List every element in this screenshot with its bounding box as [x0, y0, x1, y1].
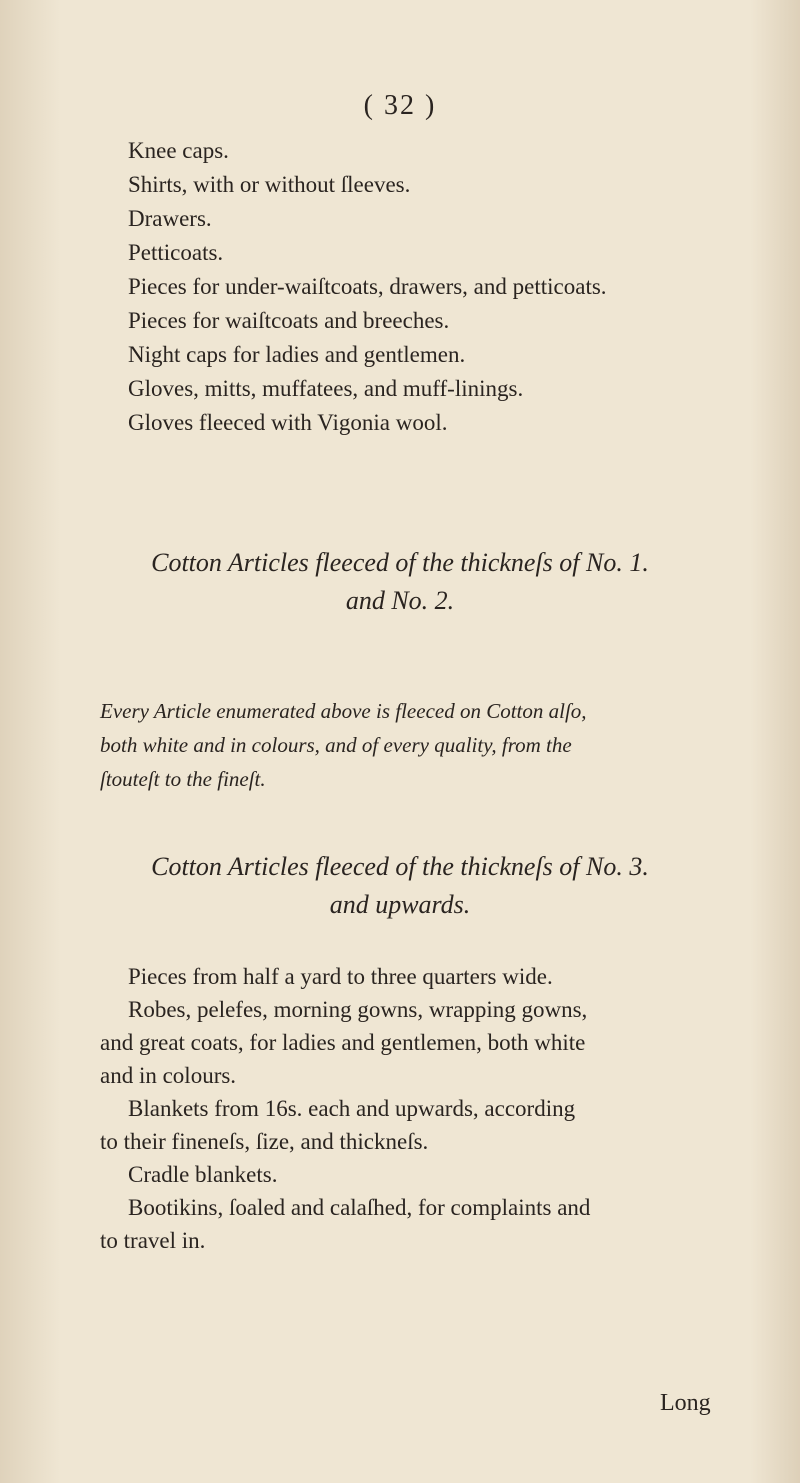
note-line: Every Article enumerated above is fleeced on Cotton alſo,	[100, 699, 587, 723]
section-heading-1-line2: and No. 2.	[345, 586, 455, 615]
page-number: ( 32 )	[363, 90, 437, 121]
list-item: Gloves fleeced with Vigonia wool.	[128, 410, 448, 435]
note-line: both white and in colours, and of every quality, from the	[100, 733, 572, 757]
list-item: Shirts, with or without ſleeves.	[128, 172, 411, 197]
body-line: Blankets from 16s. each and upwards, according	[128, 1096, 576, 1121]
section-heading-1-line1: Cotton Articles fleeced of the thickneſs of No. 1.	[151, 548, 649, 577]
section-heading-1	[0, 544, 800, 620]
body-line: and in colours.	[100, 1063, 237, 1088]
section-heading-2	[0, 848, 800, 924]
body-line: Cradle blankets.	[128, 1162, 278, 1187]
italic-note	[100, 694, 740, 796]
list-item: Gloves, mitts, muffatees, and muff-linings.	[128, 376, 524, 401]
list-item: Pieces for under-waiſtcoats, drawers, and petticoats.	[128, 274, 607, 299]
body-line: and great coats, for ladies and gentlemen, both white	[100, 1030, 586, 1055]
body-line: Pieces from half a yard to three quarters wide.	[128, 964, 553, 989]
body-line: to their fineneſs, ſize, and thickneſs.	[100, 1129, 429, 1154]
item-list	[128, 134, 748, 440]
body-line: Robes, pelefes, morning gowns, wrapping gowns,	[128, 997, 588, 1022]
note-line: ſtouteſt to the fineſt.	[100, 767, 266, 791]
list-item: Pieces for waiſtcoats and breeches.	[128, 308, 450, 333]
list-item: Drawers.	[128, 206, 212, 231]
catchword: Long	[660, 1390, 711, 1416]
section-heading-2-line1: Cotton Articles fleeced of the thickneſs of No. 3.	[151, 852, 649, 881]
body-line: to travel in.	[100, 1228, 206, 1253]
body-text	[100, 960, 750, 1257]
section-heading-2-line2: and upwards.	[329, 890, 471, 919]
list-item: Petticoats.	[128, 240, 224, 265]
list-item: Night caps for ladies and gentlemen.	[128, 342, 466, 367]
body-line: Bootikins, ſoaled and calaſhed, for complaints and	[128, 1195, 591, 1220]
list-item: Knee caps.	[128, 138, 229, 163]
